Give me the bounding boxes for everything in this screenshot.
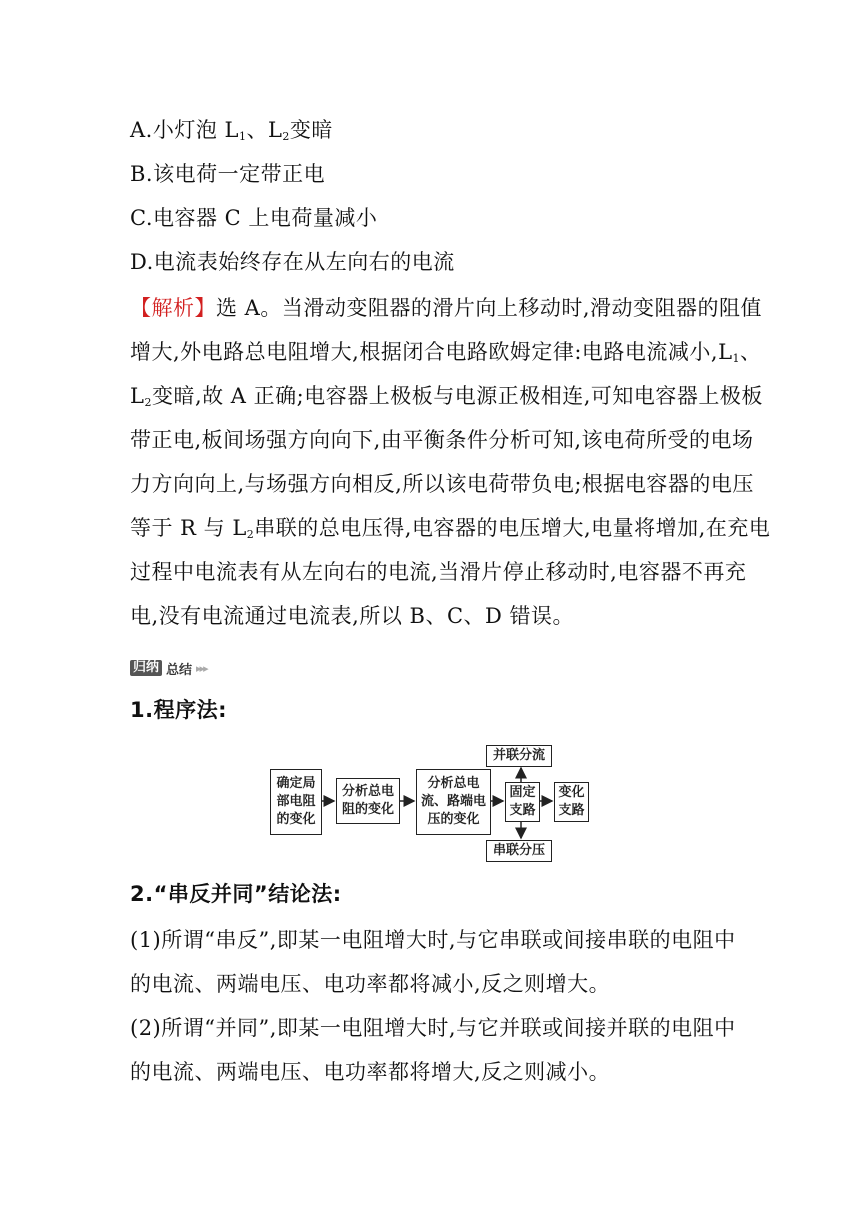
- flow-box-series: 串联分压: [486, 840, 552, 862]
- flow-box-current-voltage: 分析总电流、路端电压的变化: [416, 769, 491, 835]
- solution-line-5: 力方向向上,与场强方向相反,所以该电荷带负电;根据电容器的电压: [130, 472, 754, 496]
- flow-box-fixed-branch: 固定支路: [505, 782, 540, 822]
- flow-box-local-resistance: 确定局部电阻的变化: [270, 769, 322, 835]
- summary-badge-label-2: 总结: [166, 662, 193, 678]
- solution-tag: 【解析】: [130, 296, 216, 320]
- flow-box-total-resistance: 分析总电阻的变化: [336, 778, 400, 824]
- solution-line-8: 电,没有电流通过电流表,所以 B、C、D 错误。: [130, 604, 575, 628]
- option-c: C.电容器 C 上电荷量减小: [130, 206, 378, 230]
- method2-title: 2.“串反并同”结论法:: [130, 882, 342, 906]
- option-b: B.该电荷一定带正电: [130, 162, 326, 186]
- solution-line-3: $L_2$变暗,故 A 正确;电容器上极板与电源正极相连,可知电容器上极板: [130, 384, 763, 409]
- method2-p1-line-2: 的电流、两端电压、电功率都将减小,反之则增大。: [130, 972, 611, 996]
- chevron-right-icon: ▸▸▸: [196, 661, 207, 675]
- flow-box-parallel: 并联分流: [486, 745, 552, 767]
- method1-title: 1.程序法:: [130, 698, 227, 722]
- method2-p1-line-1: (1)所谓“串反”,即某一电阻增大时,与它串联或间接串联的电阻中: [130, 928, 736, 952]
- solution-line-2: 增大,外电路总电阻增大,根据闭合电路欧姆定律:电路电流减小$,L_1$、: [130, 340, 762, 365]
- option-a: A.小灯泡 $L_1$、$L_2$变暗: [130, 118, 333, 143]
- flow-box-variable-branch: 变化支路: [554, 782, 589, 822]
- solution-line-4: 带正电,板间场强方向向下,由平衡条件分析可知,该电荷所受的电场: [130, 428, 754, 452]
- summary-badge-label-1: 归纳: [130, 660, 162, 676]
- method2-p2-line-1: (2)所谓“并同”,即某一电阻增大时,与它并联或间接并联的电阻中: [130, 1016, 736, 1040]
- solution-line-7: 过程中电流表有从左向右的电流,当滑片停止移动时,电容器不再充: [130, 560, 747, 584]
- solution-line-6: 等于 R 与 $L_2$串联的总电压得,电容器的电压增大,电量将增加,在充电: [130, 516, 771, 541]
- option-d: D.电流表始终存在从左向右的电流: [130, 250, 455, 274]
- method2-p2-line-2: 的电流、两端电压、电功率都将增大,反之则减小。: [130, 1060, 611, 1084]
- solution-line-1: 【解析】选 A。当滑动变阻器的滑片向上移动时,滑动变阻器的阻值: [130, 296, 763, 320]
